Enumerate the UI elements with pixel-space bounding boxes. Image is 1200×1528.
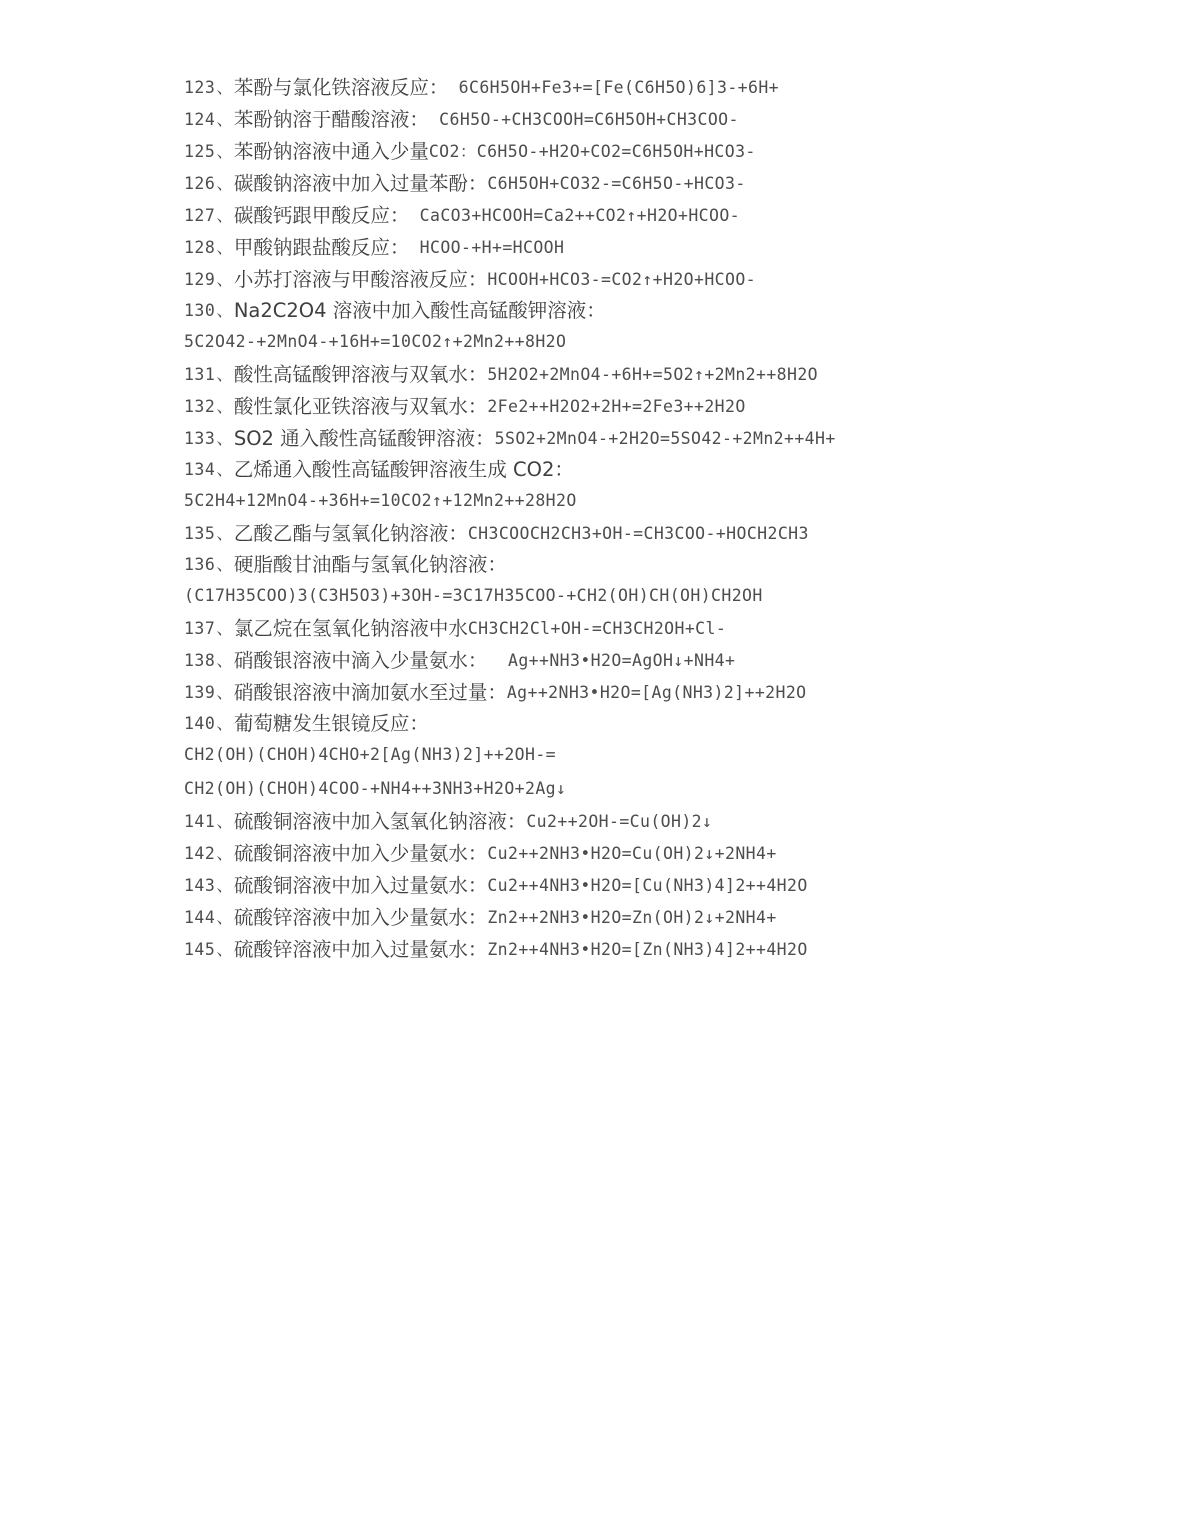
entry-equation: Zn2++4NH3•H2O=[Zn(NH3)4]2++4H2O (487, 940, 808, 959)
entry-140-continuation-2 (184, 772, 1174, 806)
entry-equation: Zn2++2NH3•H2O=Zn(OH)2↓+2NH4+ (487, 908, 777, 927)
document-body (184, 72, 1174, 966)
entry-143: 143 、 硫酸铜溶液中加入过量氨水： Cu2++4NH3•H2O=[Cu(NH3)4]2++4H2O (184, 874, 808, 897)
entry-equation: 5SO2+2MnO4-+2H2O=5SO42-+2Mn2++4H+ (494, 429, 836, 448)
entry-description: 硬脂酸甘油酯与氢氧化钠溶液： (233, 552, 507, 576)
entry-description: 葡萄糖发生银镜反应： (233, 711, 429, 735)
entry-equation: Cu2++2NH3•H2O=Cu(OH)2↓+2NH4+ (487, 844, 777, 863)
entry-number: 130 (184, 300, 216, 320)
entry-description: 硫酸铜溶液中加入氢氧化钠溶液： (233, 810, 527, 833)
entry-number: 132 (184, 397, 216, 416)
entry-140-continuation-1 (184, 738, 1174, 772)
entry-description: 硝酸银溶液中滴入少量氨水： (233, 649, 488, 672)
entry-number: 143 (184, 876, 216, 895)
entry-144: 144 、 硫酸锌溶液中加入少量氨水： Zn2++2NH3•H2O=Zn(OH)2↓+2NH4+ (184, 906, 777, 929)
entry-number: 125 (184, 142, 216, 161)
entry-number: 140 (184, 713, 216, 733)
entry-description: 甲酸钠跟盐酸反应： (233, 236, 410, 259)
entry-equation: CO2：C6H5O-+H2O+CO2=C6H5OH+HCO3- (428, 142, 756, 161)
entry-equation: 6C6H5OH+Fe3+=[Fe(C6H5O)6]3-+6H+ (448, 78, 780, 97)
entry-equation: HCOO-+H+=HCOOH (409, 238, 565, 257)
entry-description: SO2 通入酸性高锰酸钾溶液： (233, 427, 495, 450)
entry-135: 135 、 乙酸乙酯与氢氧化钠溶液： CH3COOCH2CH3+OH-=CH3COO-+HOCH2CH3 (184, 522, 809, 545)
entry-equation: Ag++2NH3•H2O=[Ag(NH3)2]++2H2O (506, 683, 807, 702)
entry-number: 135 (184, 524, 216, 543)
entry-number: 129 (184, 270, 216, 289)
entry-number: 134 (184, 459, 216, 479)
entry-description: 酸性高锰酸钾溶液与双氧水： (233, 363, 488, 386)
entry-equation: 5C2O42-+2MnO4-+16H+=10CO2↑+2Mn2++8H2O (184, 332, 567, 351)
entry-equation: CH3CH2Cl+OH-=CH3CH2OH+Cl- (467, 619, 727, 638)
entry-134-continuation (184, 484, 1174, 518)
entry-equation: C6H5O-+CH3COOH=C6H5OH+CH3COO- (428, 110, 739, 129)
entry-number: 126 (184, 174, 216, 193)
entry-equation: Ag++NH3•H2O=AgOH↓+NH4+ (487, 651, 736, 670)
entry-number: 123 (184, 78, 216, 97)
entry-141: 141 、 硫酸铜溶液中加入氢氧化钠溶液： Cu2++2OH-=Cu(OH)2↓ (184, 810, 713, 833)
entry-number: 136 (184, 554, 216, 574)
entry-description: 氯乙烷在氢氧化钠溶液中水 (233, 617, 468, 640)
entry-description: 苯酚钠溶于醋酸溶液： (233, 108, 429, 131)
entry-137: 137 、 氯乙烷在氢氧化钠溶液中水 CH3CH2Cl+OH-=CH3CH2OH+Cl- (184, 617, 727, 640)
entry-125: 125 、 苯酚钠溶液中通入少量 CO2：C6H5O-+H2O+CO2=C6H5OH+HCO3- (184, 140, 756, 163)
entry-number: 127 (184, 206, 216, 225)
entry-number: 141 (184, 812, 216, 831)
entry-description: 碳酸钙跟甲酸反应： (233, 204, 410, 227)
entry-134: 134 、 乙烯通入酸性高锰酸钾溶液生成 CO2： (184, 457, 574, 481)
entry-equation: CaCO3+HCOOH=Ca2++CO2↑+H2O+HCOO- (409, 206, 741, 225)
entry-127: 127 、 碳酸钙跟甲酸反应： CaCO3+HCOOH=Ca2++CO2↑+H2O+HCOO- (184, 204, 741, 227)
entry-equation: C6H5OH+CO32-=C6H5O-+HCO3- (487, 174, 746, 193)
entry-number: 144 (184, 908, 216, 927)
entry-136: 136 、 硬脂酸甘油酯与氢氧化钠溶液： (184, 552, 507, 576)
entry-number: 137 (184, 619, 216, 638)
entry-equation: Cu2++2OH-=Cu(OH)2↓ (526, 812, 713, 831)
entry-number: 142 (184, 844, 216, 863)
entry-131: 131 、 酸性高锰酸钾溶液与双氧水： 5H2O2+2MnO4-+6H+=5O2↑+2Mn2++8H2O (184, 363, 819, 386)
entry-140: 140 、 葡萄糖发生银镜反应： (184, 711, 429, 735)
entry-129: 129 、 小苏打溶液与甲酸溶液反应： HCOOH+HCO3-=CO2↑+H2O+HCOO- (184, 268, 757, 291)
entry-139: 139 、 硝酸银溶液中滴加氨水至过量： Ag++2NH3•H2O=[Ag(NH3)2]++2H2O (184, 681, 807, 704)
entry-number: 128 (184, 238, 216, 257)
entry-138: 138 、 硝酸银溶液中滴入少量氨水： Ag++NH3•H2O=AgOH↓+NH4+ (184, 649, 736, 672)
entry-number: 133 (184, 429, 216, 448)
entry-133: 133 、 SO2 通入酸性高锰酸钾溶液： 5SO2+2MnO4-+2H2O=5SO42-+2Mn2++4H+ (184, 427, 836, 450)
entry-description: 硫酸铜溶液中加入少量氨水： (233, 842, 488, 865)
entry-132: 132 、 酸性氯化亚铁溶液与双氧水： 2Fe2++H2O2+2H+=2Fe3++2H2O (184, 395, 746, 418)
entry-equation: (C17H35COO)3(C3H5O3)+3OH-=3C17H35COO-+CH2(OH)CH(OH)CH2OH (184, 586, 763, 605)
entry-number: 131 (184, 365, 216, 384)
entry-description: 苯酚与氯化铁溶液反应： (233, 76, 449, 99)
entry-equation: Cu2++4NH3•H2O=[Cu(NH3)4]2++4H2O (487, 876, 808, 895)
entry-equation: 5C2H4+12MnO4-+36H+=10CO2↑+12Mn2++28H2O (184, 491, 577, 510)
entry-124: 124 、 苯酚钠溶于醋酸溶液： C6H5O-+CH3COOH=C6H5OH+CH3COO- (184, 108, 739, 131)
entry-number: 138 (184, 651, 216, 670)
entry-number: 124 (184, 110, 216, 129)
entry-number: 145 (184, 940, 216, 959)
entry-description: 乙烯通入酸性高锰酸钾溶液生成 CO2： (233, 457, 574, 481)
entry-145: 145 、 硫酸锌溶液中加入过量氨水： Zn2++4NH3•H2O=[Zn(NH3)4]2++4H2O (184, 938, 808, 961)
entry-130: 130 、 Na2C2O4 溶液中加入酸性高锰酸钾溶液： (184, 298, 606, 322)
entry-description: 硫酸铜溶液中加入过量氨水： (233, 874, 488, 897)
entry-130-continuation (184, 325, 1174, 359)
entry-123: 123 、 苯酚与氯化铁溶液反应： 6C6H5OH+Fe3+=[Fe(C6H5O)6]3-+6H+ (184, 76, 780, 99)
entry-description: 硫酸锌溶液中加入过量氨水： (233, 938, 488, 961)
entry-136-continuation (184, 579, 1174, 613)
entry-description: 乙酸乙酯与氢氧化钠溶液： (233, 522, 468, 545)
entry-description: 硫酸锌溶液中加入少量氨水： (233, 906, 488, 929)
entry-142: 142 、 硫酸铜溶液中加入少量氨水： Cu2++2NH3•H2O=Cu(OH)2↓+2NH4+ (184, 842, 777, 865)
entry-equation: CH2(OH)(CHOH)4COO-+NH4++3NH3+H2O+2Ag↓ (184, 779, 567, 798)
entry-equation: HCOOH+HCO3-=CO2↑+H2O+HCOO- (487, 270, 757, 289)
entry-description: Na2C2O4 溶液中加入酸性高锰酸钾溶液： (233, 298, 606, 322)
entry-128: 128 、 甲酸钠跟盐酸反应： HCOO-+H+=HCOOH (184, 236, 565, 259)
entry-description: 碳酸钠溶液中加入过量苯酚： (233, 172, 488, 195)
entry-description: 苯酚钠溶液中通入少量 (233, 140, 429, 163)
entry-number: 139 (184, 683, 216, 702)
entry-equation: 5H2O2+2MnO4-+6H+=5O2↑+2Mn2++8H2O (487, 365, 819, 384)
entry-description: 酸性氯化亚铁溶液与双氧水： (233, 395, 488, 418)
entry-126: 126 、 碳酸钠溶液中加入过量苯酚： C6H5OH+CO32-=C6H5O-+HCO3- (184, 172, 746, 195)
entry-equation: 2Fe2++H2O2+2H+=2Fe3++2H2O (487, 397, 746, 416)
entry-equation: CH3COOCH2CH3+OH-=CH3COO-+HOCH2CH3 (467, 524, 809, 543)
entry-equation: CH2(OH)(CHOH)4CHO+2[Ag(NH3)2]++2OH-= (184, 745, 557, 764)
entry-description: 硝酸银溶液中滴加氨水至过量： (233, 681, 507, 704)
entry-description: 小苏打溶液与甲酸溶液反应： (233, 268, 488, 291)
